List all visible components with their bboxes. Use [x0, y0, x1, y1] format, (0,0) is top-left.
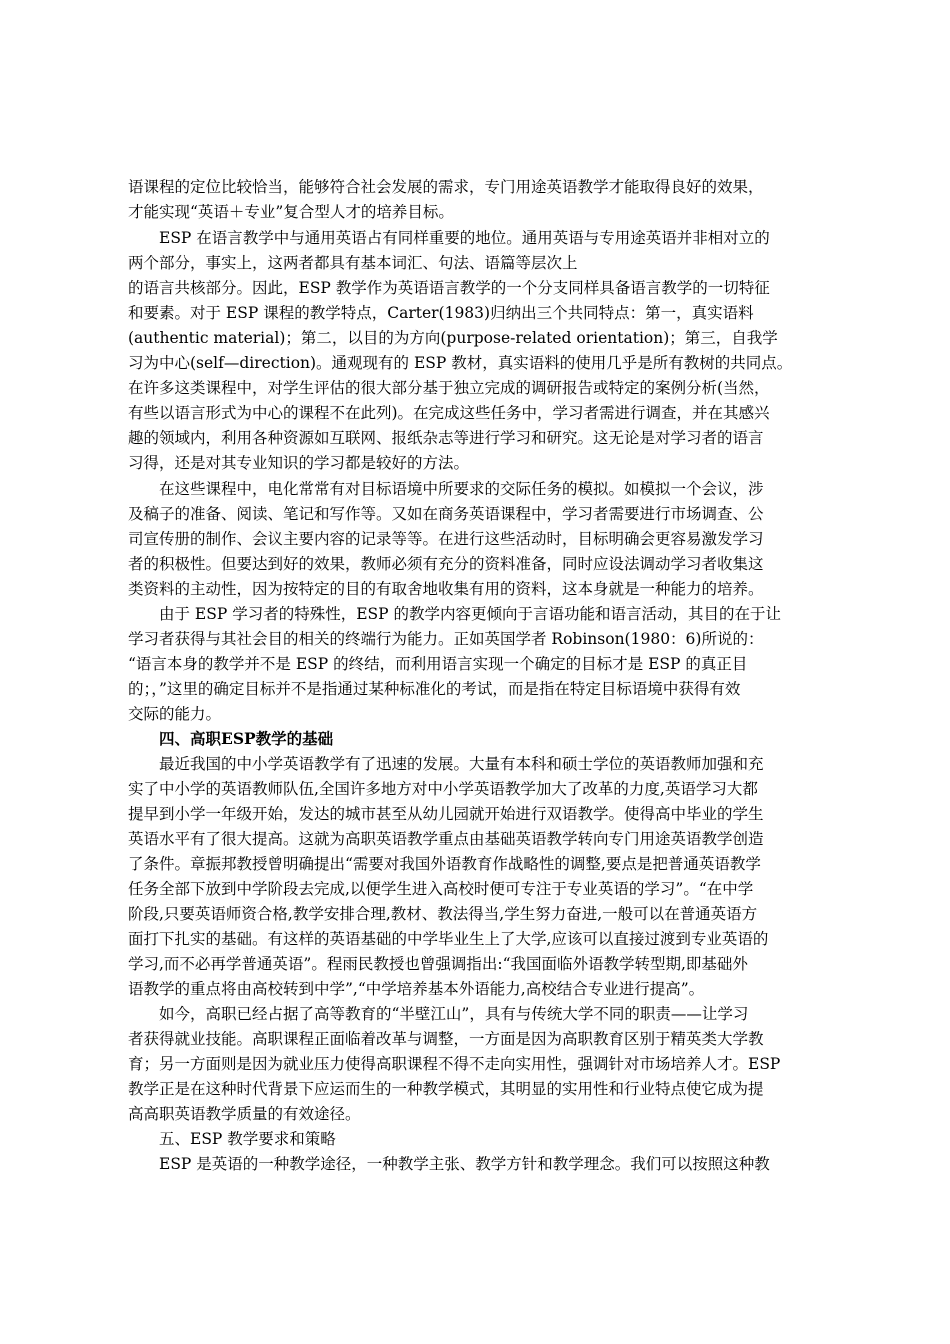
section-heading: 五、ESP 教学要求和策略 — [159, 1130, 336, 1148]
text-line: 育；另一方面则是因为就业压力使得高职课程不得不走向实用性，强调针对市场培养人才。ESP — [128, 1055, 781, 1073]
text-line: 两个部分，事实上，这两者都具有基本词汇、句法、语篇等层次上 — [128, 254, 578, 272]
text-line: 英语水平有了很大提高。这就为高职英语教学重点由基础英语教学转向专门用途英语教学创造 — [128, 830, 764, 848]
text-line: 和要素。对于 ESP 课程的教学特点，Carter(1983)归纳出三个共同特点：第一，真实语料 — [128, 304, 754, 322]
text-line: “语言本身的教学并不是 ESP 的终结，而利用语言实现一个确定的目标才是 ESP 的真正目 — [128, 655, 748, 673]
text-line: 者获得就业技能。高职课程正面临着改革与调整，一方面是因为高职教育区别于精英类大学教 — [128, 1030, 764, 1048]
text-line: 司宣传册的制作、会议主要内容的记录等等。在进行这些活动时，目标明确会更容易激发学习 — [128, 530, 764, 548]
text-line: 习为中心(self—direction)。通观现有的 ESP 教材，真实语料的使用几乎是所有教树的共同点。 — [128, 354, 793, 372]
text-line: 提早到小学一年级开始，发达的城市甚至从幼儿园就开始进行双语教学。使得高中毕业的学生 — [128, 805, 764, 823]
text-line: 阶段,只要英语师资合格,教学安排合理,教材、教法得当,学生努力奋进,一般可以在普通英语方 — [128, 905, 758, 923]
text-line: 有些以语言形式为中心的课程不在此列)。在完成这些任务中，学习者需进行调查，并在其感兴 — [128, 404, 770, 422]
text-line: 学习,而不必再学普通英语”。程雨民教授也曾强调指出:“我国面临外语教学转型期,即基础外 — [128, 955, 748, 973]
text-line: 教学正是在这种时代背景下应运而生的一种教学模式，其明显的实用性和行业特点使它成为提 — [128, 1080, 764, 1098]
text-line: 如今，高职已经占据了高等教育的“半壁江山”，具有与传统大学不同的职责——让学习 — [159, 1005, 749, 1023]
text-line: 交际的能力。 — [128, 705, 222, 723]
text-line: 者的积极性。但要达到好的效果，教师必须有充分的资料准备，同时应设法调动学习者收集这 — [128, 555, 764, 573]
text-line: 的；，”这里的确定目标并不是指通过某种标准化的考试，而是指在特定目标语境中获得有效 — [128, 680, 741, 698]
text-line: (authentic material)；第二，以目的为方向(purpose-related orientation)；第三，自我学 — [128, 329, 778, 347]
text-line: 由于 ESP 学习者的特殊性，ESP 的教学内容更倾向于言语功能和语言活动，其目的在于让 — [159, 605, 782, 623]
text-line: 才能实现“英语＋专业”复合型人才的培养目标。 — [128, 203, 454, 221]
text-line: 了条件。章振邦教授曾明确提出“需要对我国外语教育作战略性的调整,要点是把普通英语教学 — [128, 855, 761, 873]
text-line: 面打下扎实的基础。有这样的英语基础的中学毕业生上了大学,应该可以直接过渡到专业英语的 — [128, 930, 769, 948]
text-line: ESP 在语言教学中与通用英语占有同样重要的地位。通用英语与专用途英语并非相对立的 — [159, 229, 770, 247]
text-line: 最近我国的中小学英语教学有了迅速的发展。大量有本科和硕士学位的英语教师加强和充 — [159, 755, 764, 773]
text-line: 趣的领域内，利用各种资源如互联网、报纸杂志等进行学习和研究。这无论是对学习者的语言 — [128, 429, 764, 447]
text-line: ESP 是英语的一种教学途径，一种教学主张、教学方针和教学理念。我们可以按照这种教 — [159, 1155, 770, 1173]
section-heading: 四、高职ESP教学的基础 — [159, 729, 334, 748]
text-line: 在许多这类课程中，对学生评估的很大部分基于独立完成的调研报告或特定的案例分析(当然， — [128, 379, 770, 397]
text-line: 习得，还是对其专业知识的学习都是较好的方法。 — [128, 454, 470, 472]
text-line: 高高职英语教学质量的有效途径。 — [128, 1105, 361, 1123]
text-line: 的语言共核部分。因此，ESP 教学作为英语语言教学的一个分支同样具备语言教学的一切特征 — [128, 279, 770, 297]
text-line: 任务全部下放到中学阶段去完成,以便学生进入高校时便可专注于专业英语的学习”。“在中学 — [128, 880, 754, 898]
text-line: 及稿子的准备、阅读、笔记和写作等。又如在商务英语课程中，学习者需要进行市场调查、公 — [128, 505, 764, 523]
text-line: 语教学的重点将由高校转到中学”,“中学培养基本外语能力,高校结合专业进行提高”。 — [128, 980, 705, 998]
text-line: 类资料的主动性，因为按特定的目的有取舍地收集有用的资料，这本身就是一种能力的培养。 — [128, 580, 764, 598]
text-line: 实了中小学的英语教师队伍,全国许多地方对中小学英语教学加大了改革的力度,英语学习大都 — [128, 780, 758, 798]
text-line: 学习者获得与其社会目的相关的终端行为能力。正如英国学者 Robinson(1980：6)所说的： — [128, 630, 764, 648]
text-line: 语课程的定位比较恰当，能够符合社会发展的需求，专门用途英语教学才能取得良好的效果， — [128, 178, 764, 196]
text-line: 在这些课程中，电化常常有对目标语境中所要求的交际任务的模拟。如模拟一个会议，涉 — [159, 480, 764, 498]
